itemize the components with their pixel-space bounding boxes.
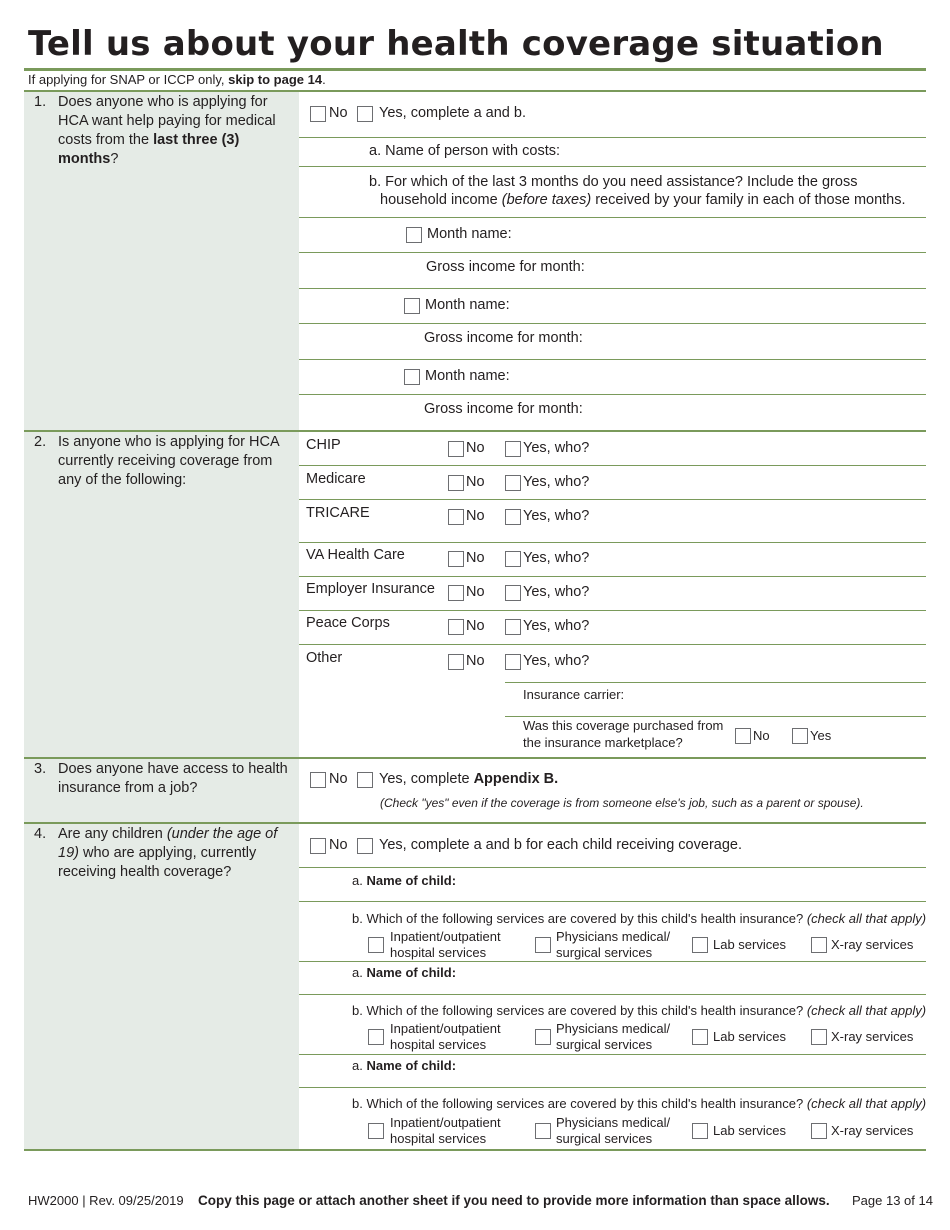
q2-number: 2. [34,434,47,450]
marketplace-yes-checkbox[interactable] [792,728,808,744]
q2-question: Is anyone who is applying for HCA currently receiving coverage from any of the following: [58,434,279,488]
q1-month2-label: Month name: [425,297,510,313]
q3-no-checkbox[interactable] [310,772,326,788]
child1-lab-label: Lab services [713,937,786,952]
q3-yes-checkbox[interactable] [357,772,373,788]
q1-month3-label: Month name: [425,368,510,384]
insurance-carrier-label: Insurance carrier: [523,687,625,702]
coverage-label-employer: Employer Insurance [306,581,435,597]
child3-xray-checkbox[interactable] [811,1123,827,1139]
child1-physicians-line2: surgical services [556,945,653,960]
employer-yes-label: Yes, who? [523,584,590,600]
footer-page-number: Page 13 of 14 [852,1193,933,1208]
field-line [299,323,926,324]
intro-text: If applying for SNAP or ICCP only, skip to page 14. [28,72,326,87]
child1-inpatient-checkbox[interactable] [368,937,384,953]
child3-inpatient-checkbox[interactable] [368,1123,384,1139]
child2-services-question: b. Which of the following services are covered by this child's health insurance? (check all that apply) [352,1003,927,1018]
q4-no-checkbox[interactable] [310,838,326,854]
child2-physicians-line2: surgical services [556,1037,653,1052]
child2-xray-label: X-ray services [831,1029,914,1044]
q3-note: (Check "yes" even if the coverage is from someone else's job, such as a parent or spouse). [380,796,864,810]
tricare-yes-checkbox[interactable] [505,509,521,525]
coverage-label-peace-corps: Peace Corps [306,615,390,631]
child3-xray-label: X-ray services [831,1123,914,1138]
marketplace-yes-label: Yes [810,728,832,743]
va-yes-label: Yes, who? [523,550,590,566]
section-rule [24,822,926,824]
peace-corps-yes-label: Yes, who? [523,618,590,634]
peace-corps-no-checkbox[interactable] [448,619,464,635]
q1-month1-label: Month name: [427,226,512,242]
q4-question: Are any children (under the age of 19) who are applying, currently receiving health coverage? [58,826,278,880]
medicare-no-label: No [466,474,485,490]
coverage-label-va: VA Health Care [306,547,405,563]
tricare-no-label: No [466,508,485,524]
other-no-label: No [466,653,485,669]
field-line [299,542,926,543]
field-line [299,961,926,962]
marketplace-no-checkbox[interactable] [735,728,751,744]
tricare-yes-label: Yes, who? [523,508,590,524]
coverage-label-chip: CHIP [306,437,341,453]
q1-month3-checkbox[interactable] [404,369,420,385]
field-line [299,867,926,868]
field-line [299,1087,926,1088]
field-line [299,901,926,902]
child1-inpatient-line1: Inpatient/outpatient [390,929,501,944]
marketplace-no-label: No [753,728,770,743]
chip-yes-checkbox[interactable] [505,441,521,457]
child3-lab-label: Lab services [713,1123,786,1138]
child2-physicians-checkbox[interactable] [535,1029,551,1045]
q1-yes-label: Yes, complete a and b. [379,105,526,121]
medicare-yes-checkbox[interactable] [505,475,521,491]
va-yes-checkbox[interactable] [505,551,521,567]
q4-no-label: No [329,837,348,853]
medicare-no-checkbox[interactable] [448,475,464,491]
chip-yes-label: Yes, who? [523,440,590,456]
field-line [299,610,926,611]
child3-physicians-checkbox[interactable] [535,1123,551,1139]
child3-name-label: a. Name of child: [352,1058,457,1073]
field-line [299,288,926,289]
bottom-rule [24,1149,926,1151]
field-line [299,644,926,645]
coverage-label-tricare: TRICARE [306,505,370,521]
field-line [505,682,926,683]
q1-gross3-label: Gross income for month: [424,401,583,417]
section-rule [24,757,926,759]
child3-services-question: b. Which of the following services are covered by this child's health insurance? (check all that apply) [352,1096,927,1111]
child3-lab-checkbox[interactable] [692,1123,708,1139]
page-title: Tell us about your health coverage situation [28,24,884,64]
q1-yes-checkbox[interactable] [357,106,373,122]
field-line [299,465,926,466]
q4-yes-checkbox[interactable] [357,838,373,854]
other-yes-label: Yes, who? [523,653,590,669]
child2-xray-checkbox[interactable] [811,1029,827,1045]
child1-services-question: b. Which of the following services are covered by this child's health insurance? (check all that apply) [352,911,927,926]
q1-month1-checkbox[interactable] [406,227,422,243]
footer-note: Copy this page or attach another sheet if you need to provide more information than space allows. [198,1193,830,1208]
q1-a-label: a. Name of person with costs: [369,143,560,159]
field-line [299,394,926,395]
q1-gross2-label: Gross income for month: [424,330,583,346]
field-line [299,166,926,167]
child3-inpatient-line2: hospital services [390,1131,487,1146]
child1-physicians-checkbox[interactable] [535,937,551,953]
other-yes-checkbox[interactable] [505,654,521,670]
footer-form-id: HW2000 | Rev. 09/25/2019 [28,1193,184,1208]
child2-inpatient-line2: hospital services [390,1037,487,1052]
child2-physicians-line1: Physicians medical/ [556,1021,671,1036]
child1-physicians-line1: Physicians medical/ [556,929,671,944]
q1-month2-checkbox[interactable] [404,298,420,314]
peace-corps-yes-checkbox[interactable] [505,619,521,635]
q1-question: Does anyone who is applying for HCA want help paying for medical costs from the last three (3) months? [58,94,276,167]
child2-lab-checkbox[interactable] [692,1029,708,1045]
q1-number: 1. [34,94,47,110]
child2-inpatient-line1: Inpatient/outpatient [390,1021,501,1036]
medicare-yes-label: Yes, who? [523,474,590,490]
child2-lab-label: Lab services [713,1029,786,1044]
tricare-no-checkbox[interactable] [448,509,464,525]
field-line [299,137,926,138]
q4-yes-label: Yes, complete a and b for each child receiving coverage. [379,837,742,853]
marketplace-question-line1: Was this coverage purchased from [523,718,724,733]
child1-inpatient-line2: hospital services [390,945,487,960]
top-rule [24,68,926,71]
q3-question: Does anyone have access to health insurance from a job? [58,761,288,796]
child2-inpatient-checkbox[interactable] [368,1029,384,1045]
q3-number: 3. [34,761,47,777]
other-no-checkbox[interactable] [448,654,464,670]
employer-no-label: No [466,584,485,600]
coverage-label-medicare: Medicare [306,471,366,487]
child1-xray-checkbox[interactable] [811,937,827,953]
chip-no-checkbox[interactable] [448,441,464,457]
child3-physicians-line2: surgical services [556,1131,653,1146]
child3-physicians-line1: Physicians medical/ [556,1115,671,1130]
q1-b-line1: b. For which of the last 3 months do you need assistance? Include the gross [369,174,858,190]
q1-no-label: No [329,105,348,121]
q1-b-line2: household income (before taxes) received by your family in each of those months. [380,192,906,208]
va-no-label: No [466,550,485,566]
q4-number: 4. [34,826,47,842]
employer-yes-checkbox[interactable] [505,585,521,601]
q1-no-checkbox[interactable] [310,106,326,122]
section-rule [24,430,926,432]
child1-xray-label: X-ray services [831,937,914,952]
field-line [299,252,926,253]
child1-lab-checkbox[interactable] [692,937,708,953]
field-line [299,1054,926,1055]
child2-name-label: a. Name of child: [352,965,457,980]
q3-no-label: No [329,771,348,787]
field-line [299,217,926,218]
chip-no-label: No [466,440,485,456]
va-no-checkbox[interactable] [448,551,464,567]
child1-name-label: a. Name of child: [352,873,457,888]
field-line [299,994,926,995]
section-rule [24,90,926,92]
field-line [299,359,926,360]
employer-no-checkbox[interactable] [448,585,464,601]
child3-inpatient-line1: Inpatient/outpatient [390,1115,501,1130]
coverage-label-other: Other [306,650,343,666]
peace-corps-no-label: No [466,618,485,634]
field-line [299,576,926,577]
field-line [299,499,926,500]
q1-gross1-label: Gross income for month: [426,259,585,275]
q3-yes-label: Yes, complete Appendix B. [379,771,559,787]
marketplace-question-line2: the insurance marketplace? [523,735,683,750]
